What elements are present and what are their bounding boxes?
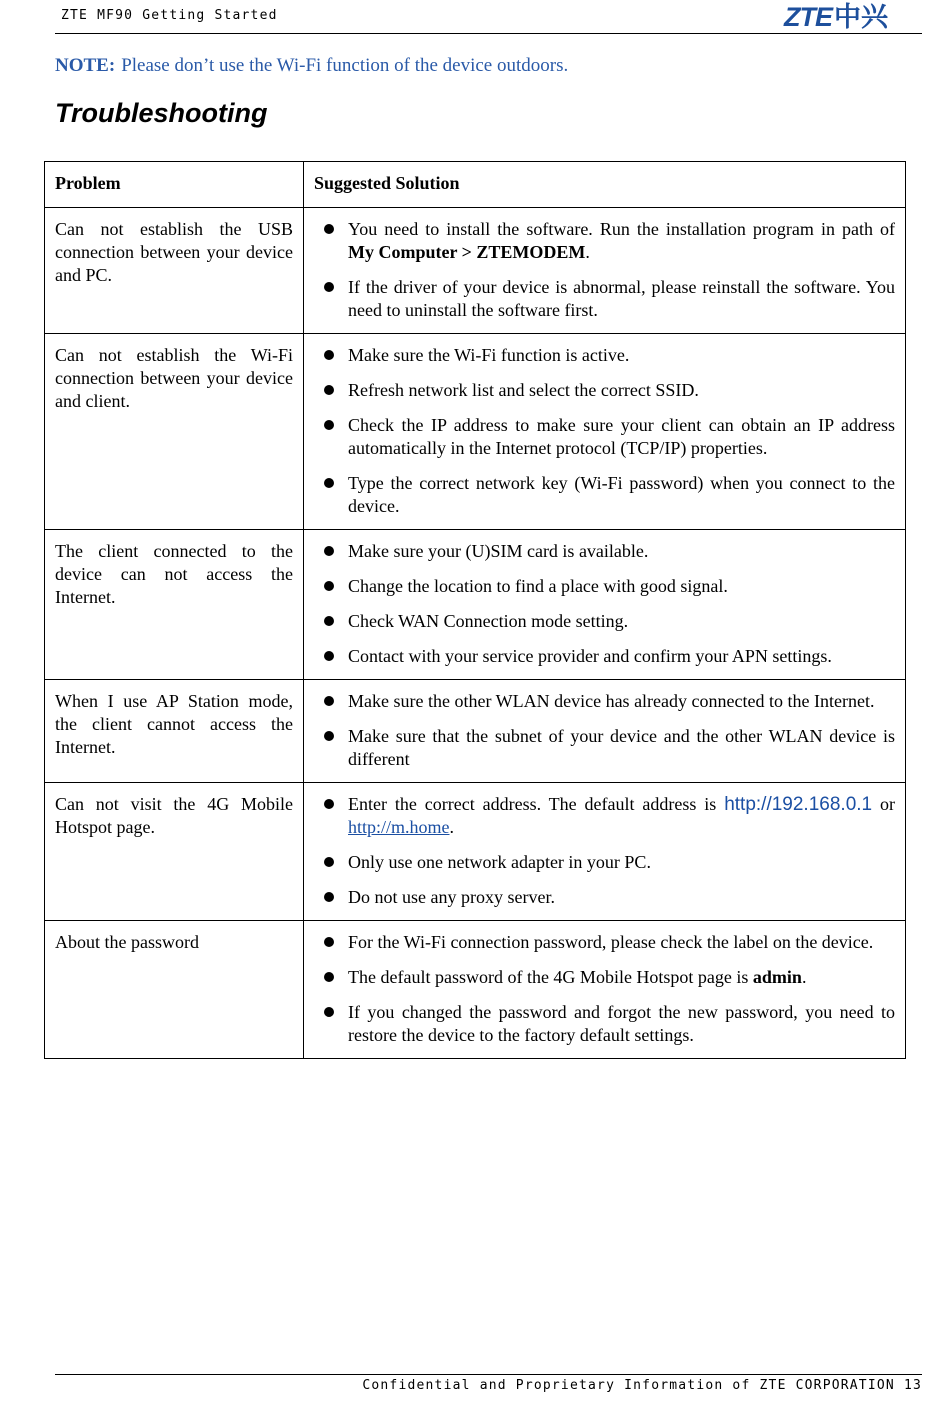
section-title: Troubleshooting bbox=[55, 98, 268, 128]
table-row bbox=[45, 783, 906, 921]
bullet-icon bbox=[324, 731, 334, 741]
solution-item: Only use one network adapter in your PC. bbox=[314, 851, 895, 874]
table-row bbox=[45, 680, 906, 783]
logo-cn: 中兴 bbox=[834, 2, 888, 33]
solution-cell bbox=[304, 530, 906, 680]
header-problem: Problem bbox=[45, 162, 304, 208]
bullet-icon bbox=[324, 282, 334, 292]
footer-divider bbox=[55, 1374, 922, 1375]
solution-item: Change the location to find a place with good signal. bbox=[314, 575, 895, 598]
solution-item: Check the IP address to make sure your client can obtain an IP address automatically in the Internet protocol (TCP/IP) properties. bbox=[314, 414, 895, 460]
solution-item: Enter the correct address. The default address is http://192.168.0.1 or http://m.home. bbox=[314, 793, 895, 839]
page-footer: Confidential and Proprietary Information of ZTE CORPORATION 13 bbox=[362, 1378, 922, 1393]
bullet-icon bbox=[324, 616, 334, 626]
header-title: ZTE MF90 Getting Started bbox=[61, 8, 278, 23]
solution-item: Make sure that the subnet of your device and the other WLAN device is different bbox=[314, 725, 895, 771]
bullet-icon bbox=[324, 892, 334, 902]
bullet-icon bbox=[324, 696, 334, 706]
solution-item: Make sure the other WLAN device has already connected to the Internet. bbox=[314, 690, 895, 713]
problem-cell: The client connected to the device can not access the Internet. bbox=[45, 530, 304, 680]
solution-item: Type the correct network key (Wi-Fi password) when you connect to the device. bbox=[314, 472, 895, 518]
note bbox=[55, 55, 568, 77]
note-text: Please don’t use the Wi-Fi function of the device outdoors. bbox=[121, 55, 569, 76]
bullet-icon bbox=[324, 350, 334, 360]
problem-cell: Can not establish the USB connection between your device and PC. bbox=[45, 208, 304, 334]
table-row bbox=[45, 334, 906, 530]
note-label: NOTE: bbox=[55, 55, 116, 76]
troubleshooting-table bbox=[44, 161, 906, 1059]
solution-item: You need to install the software. Run the installation program in path of My Computer > ZTEMODEM. bbox=[314, 218, 895, 264]
table-row bbox=[45, 921, 906, 1059]
table-row bbox=[45, 208, 906, 334]
bullet-icon bbox=[324, 581, 334, 591]
header-solution: Suggested Solution bbox=[304, 162, 906, 208]
table-row bbox=[45, 530, 906, 680]
default-address-link[interactable]: http://192.168.0.1 bbox=[724, 794, 873, 815]
bullet-icon bbox=[324, 546, 334, 556]
solution-item: Do not use any proxy server. bbox=[314, 886, 895, 909]
table-header-row bbox=[45, 162, 906, 208]
problem-cell: Can not visit the 4G Mobile Hotspot page. bbox=[45, 783, 304, 921]
bullet-icon bbox=[324, 224, 334, 234]
problem-cell: When I use AP Station mode, the client cannot access the Internet. bbox=[45, 680, 304, 783]
solution-cell bbox=[304, 680, 906, 783]
solution-item: Refresh network list and select the correct SSID. bbox=[314, 379, 895, 402]
solution-item: Contact with your service provider and confirm your APN settings. bbox=[314, 645, 895, 668]
problem-cell: About the password bbox=[45, 921, 304, 1059]
logo-latin: ZTE bbox=[784, 2, 832, 32]
solution-cell bbox=[304, 921, 906, 1059]
bullet-icon bbox=[324, 651, 334, 661]
problem-cell: Can not establish the Wi-Fi connection between your device and client. bbox=[45, 334, 304, 530]
solution-item: Make sure the Wi-Fi function is active. bbox=[314, 344, 895, 367]
bullet-icon bbox=[324, 799, 334, 809]
bullet-icon bbox=[324, 1007, 334, 1017]
bullet-icon bbox=[324, 385, 334, 395]
mhome-link[interactable]: http://m.home bbox=[348, 817, 450, 837]
solution-item: For the Wi-Fi connection password, please check the label on the device. bbox=[314, 931, 895, 954]
solution-item: Make sure your (U)SIM card is available. bbox=[314, 540, 895, 563]
page-header bbox=[55, 0, 922, 34]
solution-cell bbox=[304, 208, 906, 334]
solution-cell bbox=[304, 334, 906, 530]
bullet-icon bbox=[324, 857, 334, 867]
bullet-icon bbox=[324, 937, 334, 947]
solution-item: If the driver of your device is abnormal, please reinstall the software. You need to uninstall the software first. bbox=[314, 276, 895, 322]
solution-item: Check WAN Connection mode setting. bbox=[314, 610, 895, 633]
zte-logo bbox=[784, 3, 888, 32]
bullet-icon bbox=[324, 478, 334, 488]
solution-item: If you changed the password and forgot the new password, you need to restore the device to the factory default settings. bbox=[314, 1001, 895, 1047]
bullet-icon bbox=[324, 420, 334, 430]
bullet-icon bbox=[324, 972, 334, 982]
solution-item: The default password of the 4G Mobile Hotspot page is admin. bbox=[314, 966, 895, 989]
solution-cell bbox=[304, 783, 906, 921]
